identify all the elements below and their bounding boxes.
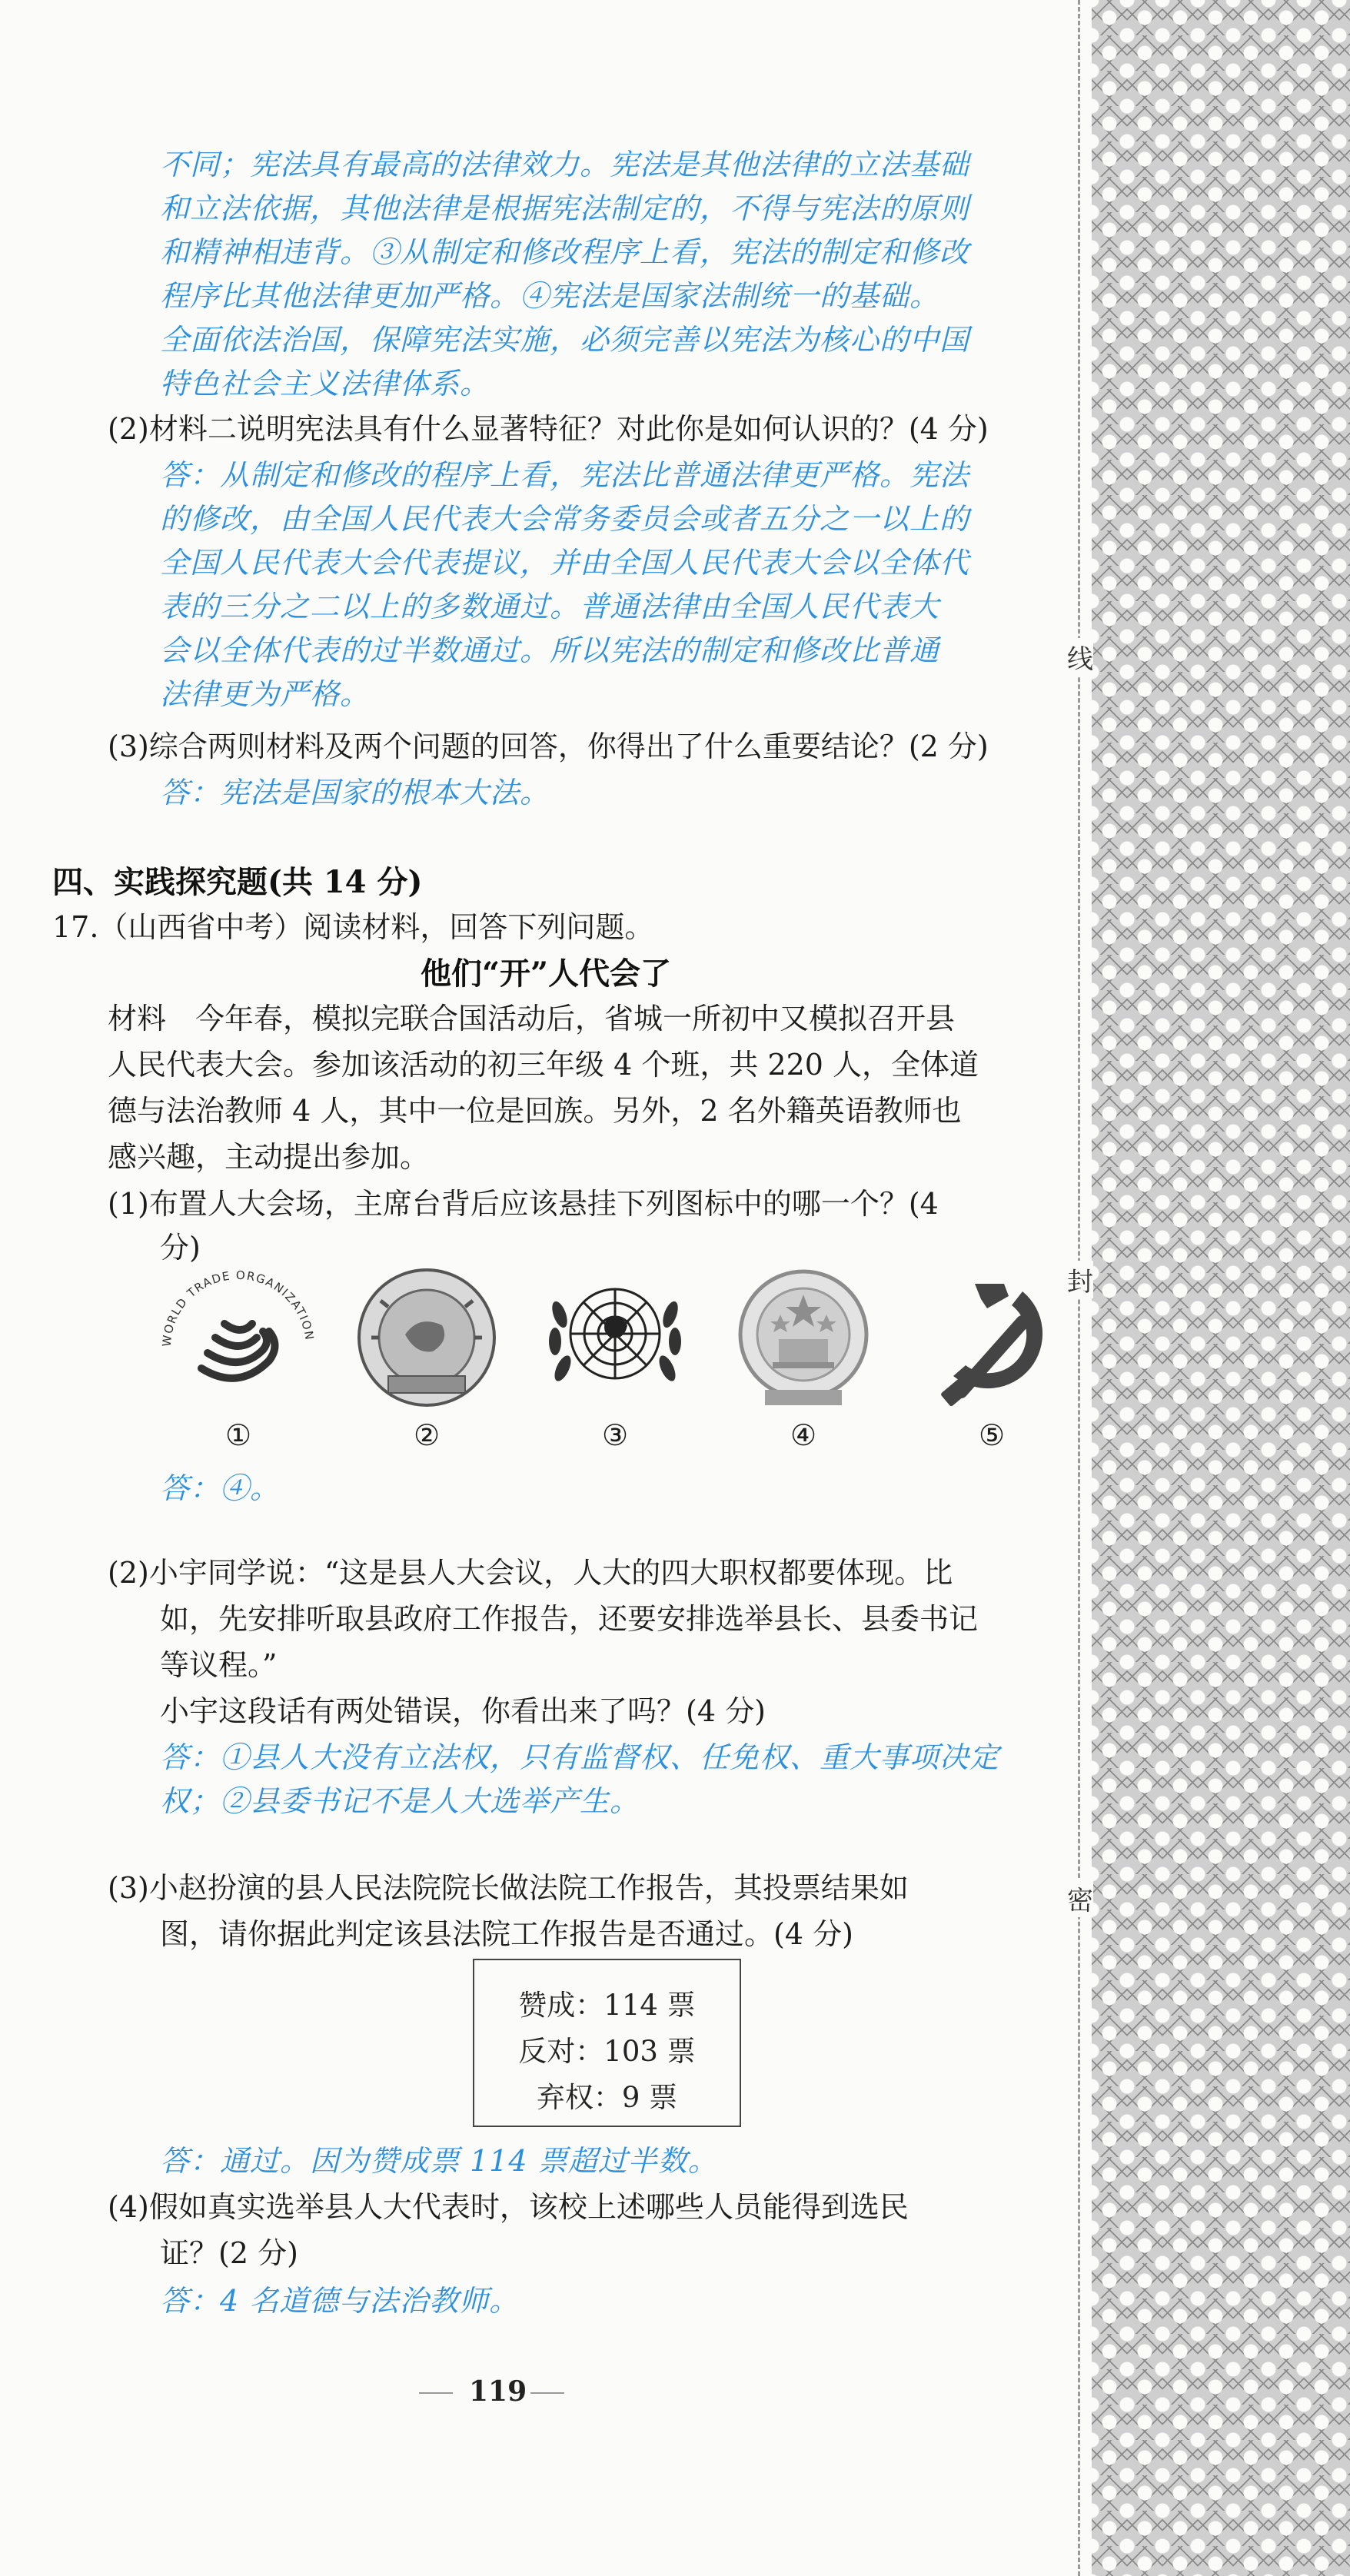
question-3: (3)综合两则材料及两个问题的回答，你得出了什么重要结论？(2 分) — [108, 730, 989, 763]
sub-question-3-cont: 图，请你据此判定该县法院工作报告是否通过。(4 分) — [160, 1917, 853, 1951]
party-flag-icon — [907, 1261, 1076, 1414]
answer-line: 答：宪法是国家的根本大法。 — [160, 776, 550, 809]
emblem-label-2: ② — [413, 1418, 441, 1452]
vote-abstain: 弃权：9 票 — [536, 2081, 678, 2114]
section-heading: 四、实践探究题(共 14 分) — [52, 864, 423, 900]
answer-line: 全面依法治国，保障宪法实施，必须完善以宪法为核心的中国 — [160, 323, 970, 357]
question-2: (2)材料二说明宪法具有什么显著特征？对此你是如何认识的？(4 分) — [108, 412, 989, 446]
emblem-label-1: ① — [224, 1418, 252, 1452]
sub-question-2-prompt: 小宇这段话有两处错误，你看出来了吗？(4 分) — [160, 1694, 766, 1728]
answer-line: 答：从制定和修改的程序上看，宪法比普通法律更严格。宪法 — [160, 458, 970, 492]
national-emblem-icon — [719, 1261, 888, 1414]
sub-question-2: (2)小宇同学说：“这是县人大会议，人大的四大职权都要体现。比 — [108, 1556, 953, 1590]
wto-arc-text: WORLD TRADE ORGANIZATION — [159, 1268, 317, 1348]
answer-line: 答：4 名道德与法治教师。 — [160, 2284, 520, 2318]
margin-label-feng: 封 — [1067, 1261, 1093, 1298]
question-17-intro: 17.（山西省中考）阅读材料，回答下列问题。 — [52, 910, 654, 944]
decorative-binding-pattern — [1092, 0, 1350, 2576]
material-line: 人民代表大会。参加该活动的初三年级 4 个班，共 220 人，全体道 — [108, 1048, 979, 1082]
answer-line: 权；②县委书记不是人大选举产生。 — [160, 1784, 640, 1818]
emblem-label-5: ⑤ — [978, 1418, 1006, 1452]
margin-label-mi: 密 — [1067, 1880, 1093, 1917]
sub-question-1-cont: 分) — [160, 1231, 201, 1265]
sub-question-2-cont: 如，先安排听取县政府工作报告，还要安排选举县长、县委书记 — [160, 1602, 979, 1636]
answer-line: 和精神相违背。③从制定和修改程序上看，宪法的制定和修改 — [160, 235, 970, 269]
answer-line: 答：④。 — [160, 1471, 281, 1505]
sub-question-4-cont: 证？(2 分) — [160, 2236, 298, 2270]
material-title: 他们“开”人代会了 — [420, 956, 671, 992]
footer-dash-left — [419, 2392, 453, 2394]
sub-question-2-cont: 等议程。” — [160, 1648, 278, 1682]
answer-line: 法律更为严格。 — [160, 677, 371, 711]
material-line: 感兴趣，主动提出参加。 — [108, 1140, 430, 1174]
page-number: 119 — [469, 2375, 527, 2408]
sub-question-1: (1)布置人大会场，主席台背后应该悬挂下列图标中的哪一个？(4 — [108, 1187, 939, 1221]
answer-line: 特色社会主义法律体系。 — [160, 367, 490, 401]
answer-line: 和立法依据，其他法律是根据宪法制定的，不得与宪法的原则 — [160, 191, 970, 225]
answer-line: 的修改，由全国人民代表大会常务委员会或者五分之一以上的 — [160, 502, 970, 536]
wto-logo-icon — [154, 1261, 323, 1414]
emblem-label-3: ③ — [601, 1418, 629, 1452]
sub-question-3: (3)小赵扮演的县人民法院院长做法院工作报告，其投票结果如 — [108, 1871, 909, 1905]
vote-for: 赞成：114 票 — [518, 1989, 696, 2022]
vote-result-box — [473, 1959, 741, 2127]
answer-line: 全国人民代表大会代表提议，并由全国人民代表大会以全体代 — [160, 546, 970, 580]
un-emblem-icon — [530, 1261, 700, 1414]
answer-line: 答：通过。因为赞成票 114 票超过半数。 — [160, 2144, 718, 2178]
svg-text:WORLD TRADE ORGANIZATION — [160, 1268, 317, 1348]
answer-line: 答：①县人大没有立法权，只有监督权、任免权、重大事项决定 — [160, 1740, 1000, 1774]
footer-dash-right — [530, 2392, 564, 2394]
cppcc-emblem-icon — [342, 1261, 511, 1414]
vote-against: 反对：103 票 — [518, 2035, 696, 2068]
sub-question-4: (4)假如真实选举县人大代表时，该校上述哪些人员能得到选民 — [108, 2190, 909, 2224]
material-line: 材料 今年春，模拟完联合国活动后，省城一所初中又模拟召开县 — [108, 1002, 956, 1035]
emblem-label-4: ④ — [790, 1418, 817, 1452]
margin-label-xian: 线 — [1067, 638, 1093, 676]
answer-line: 会以全体代表的过半数通过。所以宪法的制定和修改比普通 — [160, 633, 940, 667]
answer-line: 不同；宪法具有最高的法律效力。宪法是其他法律的立法基础 — [160, 148, 970, 181]
answer-line: 表的三分之二以上的多数通过。普通法律由全国人民代表大 — [160, 590, 940, 623]
answer-line: 程序比其他法律更加严格。④宪法是国家法制统一的基础。 — [160, 279, 940, 313]
material-line: 德与法治教师 4 人，其中一位是回族。另外，2 名外籍英语教师也 — [108, 1094, 962, 1128]
